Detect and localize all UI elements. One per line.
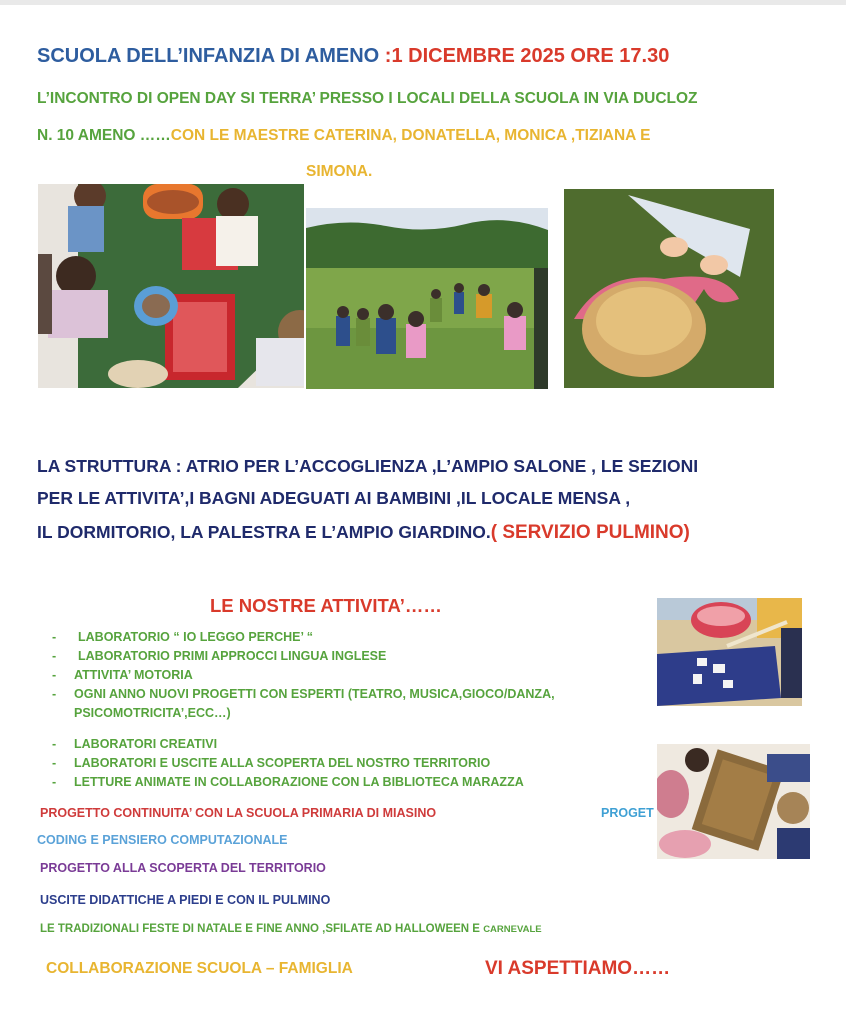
project-continuity: PROGETTO CONTINUITA’ CON LA SCUOLA PRIMARIA DI MIASINO xyxy=(40,806,437,820)
school-name: SCUOLA DELL’INFANZIA DI AMENO xyxy=(37,45,380,67)
photo-tray xyxy=(657,744,810,859)
teachers-list: CON LE MAESTRE CATERINA, DONATELLA, MONICA ,TIZIANA E xyxy=(170,127,651,144)
title-line xyxy=(37,45,669,68)
project-coding: CODING E PENSIERO COMPUTAZIONALE xyxy=(37,833,288,847)
list-item: - LABORATORIO “ IO LEGGO PERCHE’ “ xyxy=(52,628,555,647)
structure-line-3 xyxy=(37,522,690,544)
photo-meadow-walk xyxy=(306,208,548,389)
list-item: - LABORATORIO PRIMI APPROCCI LINGUA INGLESE xyxy=(52,647,555,666)
activities-list-b xyxy=(52,735,524,792)
event-date: :1 DICEMBRE 2025 ORE 17.30 xyxy=(384,45,670,67)
child-paper-illustration xyxy=(564,189,774,388)
structure-line-1: LA STRUTTURA : ATRIO PER L’ACCOGLIENZA ,L’AMPIO SALONE , LE SEZIONI xyxy=(37,456,699,476)
photo-child-paper xyxy=(564,189,774,388)
top-divider xyxy=(0,0,846,5)
carnival-text: CARNEVALE xyxy=(483,924,542,935)
bus-service: ( SERVIZIO PULMINO) xyxy=(490,522,690,543)
list-item: - OGNI ANNO NUOVI PROGETTI CON ESPERTI (TEATRO, MUSICA,GIOCO/DANZA, xyxy=(52,685,555,704)
project-territory: PROGETTO ALLA SCOPERTA DEL TERRITORIO xyxy=(40,861,326,875)
intro-line-1: L’INCONTRO DI OPEN DAY SI TERRA’ PRESSO I LOCALI DELLA SCUOLA IN VIA DUCLOZ xyxy=(37,90,698,107)
crafts-illustration xyxy=(657,598,802,706)
collaboration-label: COLLABORAZIONE SCUOLA – FAMIGLIA xyxy=(46,960,353,977)
celebrations-text: LE TRADIZIONALI FESTE DI NATALE E FINE ANNO ,SFILATE AD HALLOWEEN E xyxy=(40,923,480,935)
teachers-list-end: SIMONA. xyxy=(306,163,373,180)
photo-water-play xyxy=(38,184,304,388)
activities-list-a xyxy=(52,628,555,723)
water-play-illustration xyxy=(38,184,304,388)
activities-title: LE NOSTRE ATTIVITA’…… xyxy=(210,595,442,616)
list-item: - LABORATORI CREATIVI xyxy=(52,735,524,754)
project-trips: USCITE DIDATTICHE A PIEDI E CON IL PULMINO xyxy=(40,893,331,907)
list-item: - LETTURE ANIMATE IN COLLABORAZIONE CON LA BIBLIOTECA MARAZZA xyxy=(52,773,524,792)
closing-message: VI ASPETTIAMO…… xyxy=(485,958,671,979)
project-cut-label: PROGET xyxy=(601,806,654,820)
project-celebrations xyxy=(40,923,542,935)
tray-illustration xyxy=(657,744,810,859)
structure-line-2: PER LE ATTIVITA’,I BAGNI ADEGUATI AI BAMBINI ,IL LOCALE MENSA , xyxy=(37,488,631,508)
list-item: PSICOMOTRICITA’,ECC…) xyxy=(74,706,231,720)
address-number: N. 10 AMENO …… xyxy=(37,127,171,144)
intro-line-2 xyxy=(37,127,650,145)
photo-crafts xyxy=(657,598,802,706)
list-item: - ATTIVITA’ MOTORIA xyxy=(52,666,555,685)
list-item: - LABORATORI E USCITE ALLA SCOPERTA DEL NOSTRO TERRITORIO xyxy=(52,754,524,773)
meadow-illustration xyxy=(306,208,548,389)
structure-rooms: IL DORMITORIO, LA PALESTRA E L’AMPIO GIARDINO. xyxy=(37,522,491,542)
